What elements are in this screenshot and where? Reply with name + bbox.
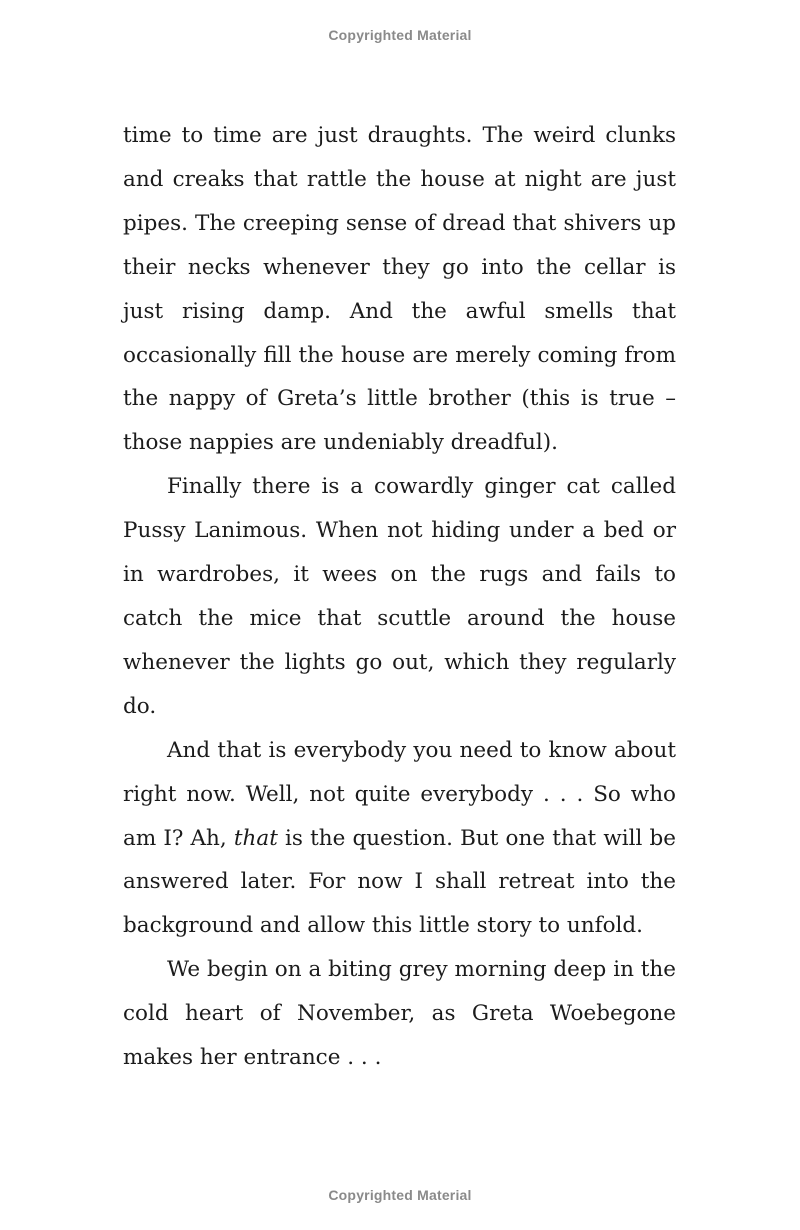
paragraph-3-end: is the question. But one that will be answered later. For now I shall retreat into the background and allow this little story to unfold. (123, 825, 676, 939)
paragraph-2: Finally there is a cowardly ginger cat called Pussy Lanimous. When not hiding under a bed or in wardrobes, it wees on the rugs and fails to catch the mice that scuttle around the house whenever the lights go out, which they regularly do. (123, 474, 676, 719)
paragraph-1: time to time are just draughts. The weird clunks and creaks that rattle the house at night are just pipes. The creeping sense of dread that shivers up their necks whenever they go into the cellar is just rising damp. And the awful smells that occasionally fill the house are merely coming from the nappy of Greta’s little brother (this is true – those nappies are undeniably dreadful). (123, 123, 676, 456)
paragraph-3 (123, 729, 676, 949)
page-body (123, 114, 676, 1080)
watermark-bottom: Copyrighted Material (328, 1187, 472, 1203)
emphasis-that: that (233, 825, 278, 851)
watermark-top: Copyrighted Material (328, 27, 472, 43)
paragraph-4: We begin on a biting grey morning deep in the cold heart of November, as Greta Woebegone makes her entrance . . . (123, 957, 676, 1071)
paragraph-3-start: And that is everybody you need to know about right now. Well, not quite everybody . . . So who am I? Ah, (123, 737, 676, 851)
